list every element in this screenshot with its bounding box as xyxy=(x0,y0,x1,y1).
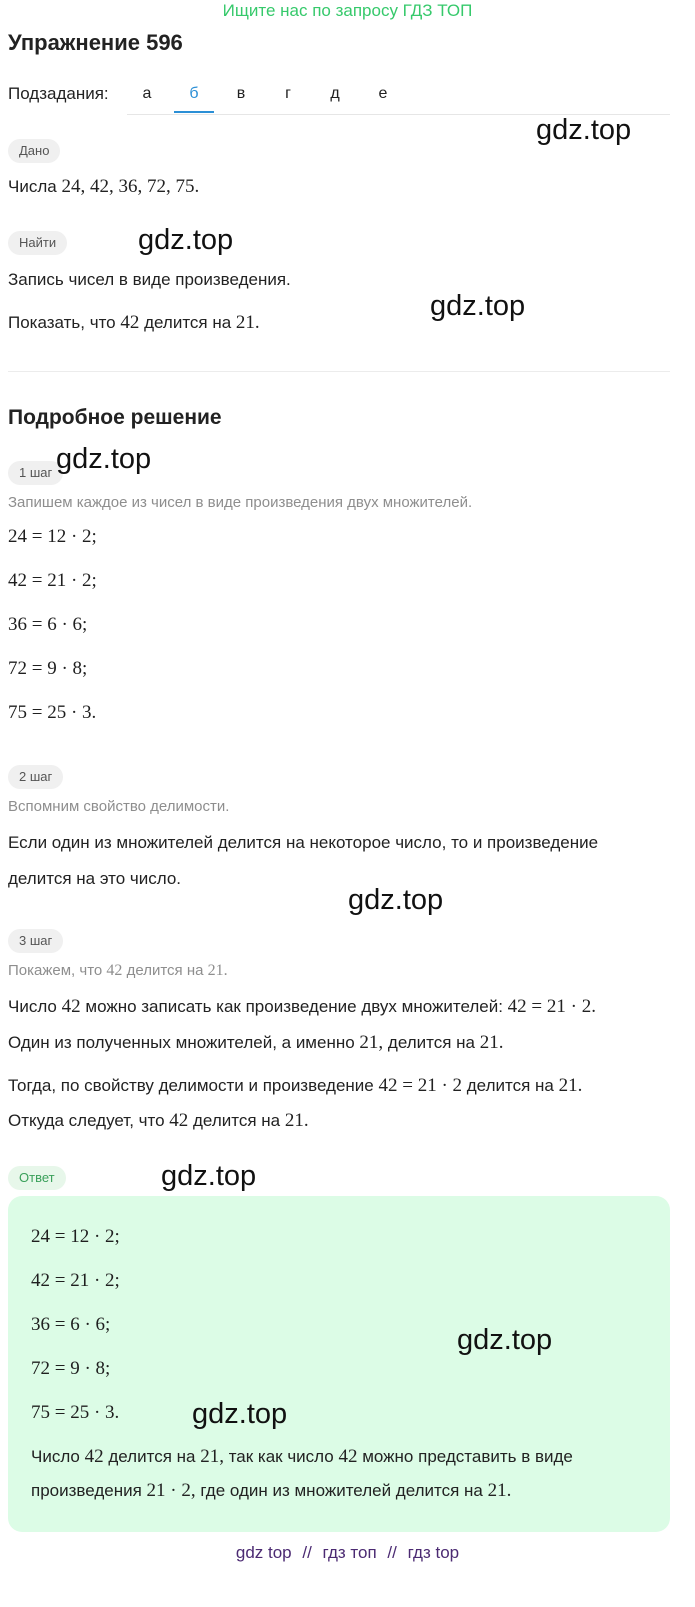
step3-l1-b: 42 xyxy=(61,996,81,1017)
step3-hint-mid: делится на xyxy=(126,962,204,979)
given-numbers: 24, 42, 36, 72, 75. xyxy=(61,176,200,197)
step2-line1: Если один из множителей делится на некоторое число, то и произведение xyxy=(8,833,599,852)
step3-l1-a: Число xyxy=(8,997,57,1016)
find-badge: Найти xyxy=(8,231,67,255)
step3-line3 xyxy=(8,1075,582,1097)
step1-eq-5: 75 = 25 · 3. xyxy=(8,702,97,723)
given-prefix: Числа xyxy=(8,177,57,196)
step3-line1 xyxy=(8,996,596,1018)
answer-t2-a: произведения xyxy=(31,1481,142,1500)
answer-text-line2 xyxy=(31,1480,511,1502)
answer-box xyxy=(8,1196,670,1532)
given-text xyxy=(8,176,199,198)
answer-t1-e: так как число xyxy=(228,1447,334,1466)
tab-b[interactable]: б xyxy=(174,76,214,113)
answer-badge: Ответ xyxy=(8,1166,66,1190)
step1-badge: 1 шаг xyxy=(8,461,63,485)
step1-eq-1: 24 = 12 · 2; xyxy=(8,526,97,547)
answer-t1-f: 42 xyxy=(338,1446,358,1467)
answer-t1-b: 42 xyxy=(84,1446,104,1467)
watermark: gdz.top xyxy=(56,443,152,475)
step3-l3-d: 21. xyxy=(558,1075,583,1096)
top-banner[interactable]: Ищите нас по запросу ГДЗ ТОП xyxy=(222,1,473,20)
step3-l1-d: 42 = 21 · 2. xyxy=(507,996,596,1017)
answer-t1-a: Число xyxy=(31,1447,80,1466)
subtasks-label: Подзадания: xyxy=(8,84,109,103)
step3-l2-b: 21, xyxy=(359,1032,384,1053)
tab-e[interactable]: е xyxy=(378,85,388,102)
find-line2 xyxy=(8,312,260,334)
find-line2-prefix: Показать, что xyxy=(8,313,116,332)
answer-eq-2: 42 = 21 · 2; xyxy=(31,1270,120,1291)
step2-hint: Вспомним свойство делимости. xyxy=(8,798,230,815)
footer-link-gdz-top-mixed[interactable]: гдз top xyxy=(407,1543,460,1562)
tab-v[interactable]: в xyxy=(236,85,246,102)
divider xyxy=(8,371,670,372)
step3-l4-a: Откуда следует, что xyxy=(8,1111,165,1130)
answer-t1-d: 21, xyxy=(200,1446,224,1467)
step3-l2-c: делится на xyxy=(387,1033,475,1052)
footer-link-gdz-top[interactable]: gdz top xyxy=(235,1543,292,1562)
answer-text-line1 xyxy=(31,1446,573,1468)
tab-d[interactable]: д xyxy=(330,85,340,102)
subtask-tabs xyxy=(127,76,670,115)
answer-t2-d: 21. xyxy=(487,1480,512,1501)
watermark: gdz.top xyxy=(457,1324,553,1356)
find-line2-num2: 21. xyxy=(235,312,260,333)
answer-t1-g: можно представить в виде xyxy=(362,1447,573,1466)
step3-line2 xyxy=(8,1032,503,1054)
find-line2-mid: делится на xyxy=(144,313,232,332)
page-title: Упражнение 596 xyxy=(8,30,183,55)
step3-l3-b: 42 = 21 · 2 xyxy=(378,1075,463,1096)
watermark: gdz.top xyxy=(430,290,526,322)
step1-eq-4: 72 = 9 · 8; xyxy=(8,658,88,679)
step3-l4-d: 21. xyxy=(284,1110,309,1131)
step3-l2-a: Один из полученных множителей, а именно xyxy=(8,1033,355,1052)
answer-eq-3: 36 = 6 · 6; xyxy=(31,1314,111,1335)
step3-hint-num2: 21. xyxy=(207,962,228,979)
watermark: gdz.top xyxy=(536,114,632,146)
step3-hint xyxy=(8,961,228,981)
step3-l2-d: 21. xyxy=(479,1032,504,1053)
footer-separator: // xyxy=(387,1543,397,1562)
footer-separator: // xyxy=(302,1543,312,1562)
step2-badge: 2 шаг xyxy=(8,765,63,789)
find-line2-num1: 42 xyxy=(120,312,140,333)
step3-l1-c: можно записать как произведение двух множителей: xyxy=(85,997,503,1016)
answer-t2-c: где один из множителей делится на xyxy=(200,1481,483,1500)
step3-l3-c: делится на xyxy=(466,1076,554,1095)
footer-link-gdz-top-ru[interactable]: гдз топ xyxy=(322,1543,377,1562)
watermark: gdz.top xyxy=(192,1398,288,1430)
step3-hint-num1: 42 xyxy=(106,962,123,979)
answer-eq-5: 75 = 25 · 3. xyxy=(31,1402,120,1423)
answer-eq-1: 24 = 12 · 2; xyxy=(31,1226,120,1247)
tab-a[interactable]: а xyxy=(142,85,152,102)
solution-title: Подробное решение xyxy=(8,406,222,429)
step3-line4 xyxy=(8,1110,309,1132)
footer-links xyxy=(0,1543,695,1563)
step1-hint: Запишем каждое из чисел в виде произведения двух множителей. xyxy=(8,494,473,511)
step2-line2: делится на это число. xyxy=(8,869,182,888)
step3-hint-prefix: Покажем, что xyxy=(8,962,103,979)
step3-l4-c: делится на xyxy=(193,1111,281,1130)
answer-t2-b: 21 · 2, xyxy=(146,1480,196,1501)
step3-badge: 3 шаг xyxy=(8,929,63,953)
answer-t1-c: делится на xyxy=(108,1447,196,1466)
watermark: gdz.top xyxy=(348,884,444,916)
given-badge: Дано xyxy=(8,139,60,163)
step1-eq-3: 36 = 6 · 6; xyxy=(8,614,88,635)
step3-l4-b: 42 xyxy=(169,1110,189,1131)
step1-eq-2: 42 = 21 · 2; xyxy=(8,570,97,591)
watermark: gdz.top xyxy=(161,1160,257,1192)
watermark: gdz.top xyxy=(138,224,234,256)
tab-g[interactable]: г xyxy=(285,85,291,102)
step3-l3-a: Тогда, по свойству делимости и произведение xyxy=(8,1076,374,1095)
answer-eq-4: 72 = 9 · 8; xyxy=(31,1358,111,1379)
find-line1: Запись чисел в виде произведения. xyxy=(8,270,291,289)
